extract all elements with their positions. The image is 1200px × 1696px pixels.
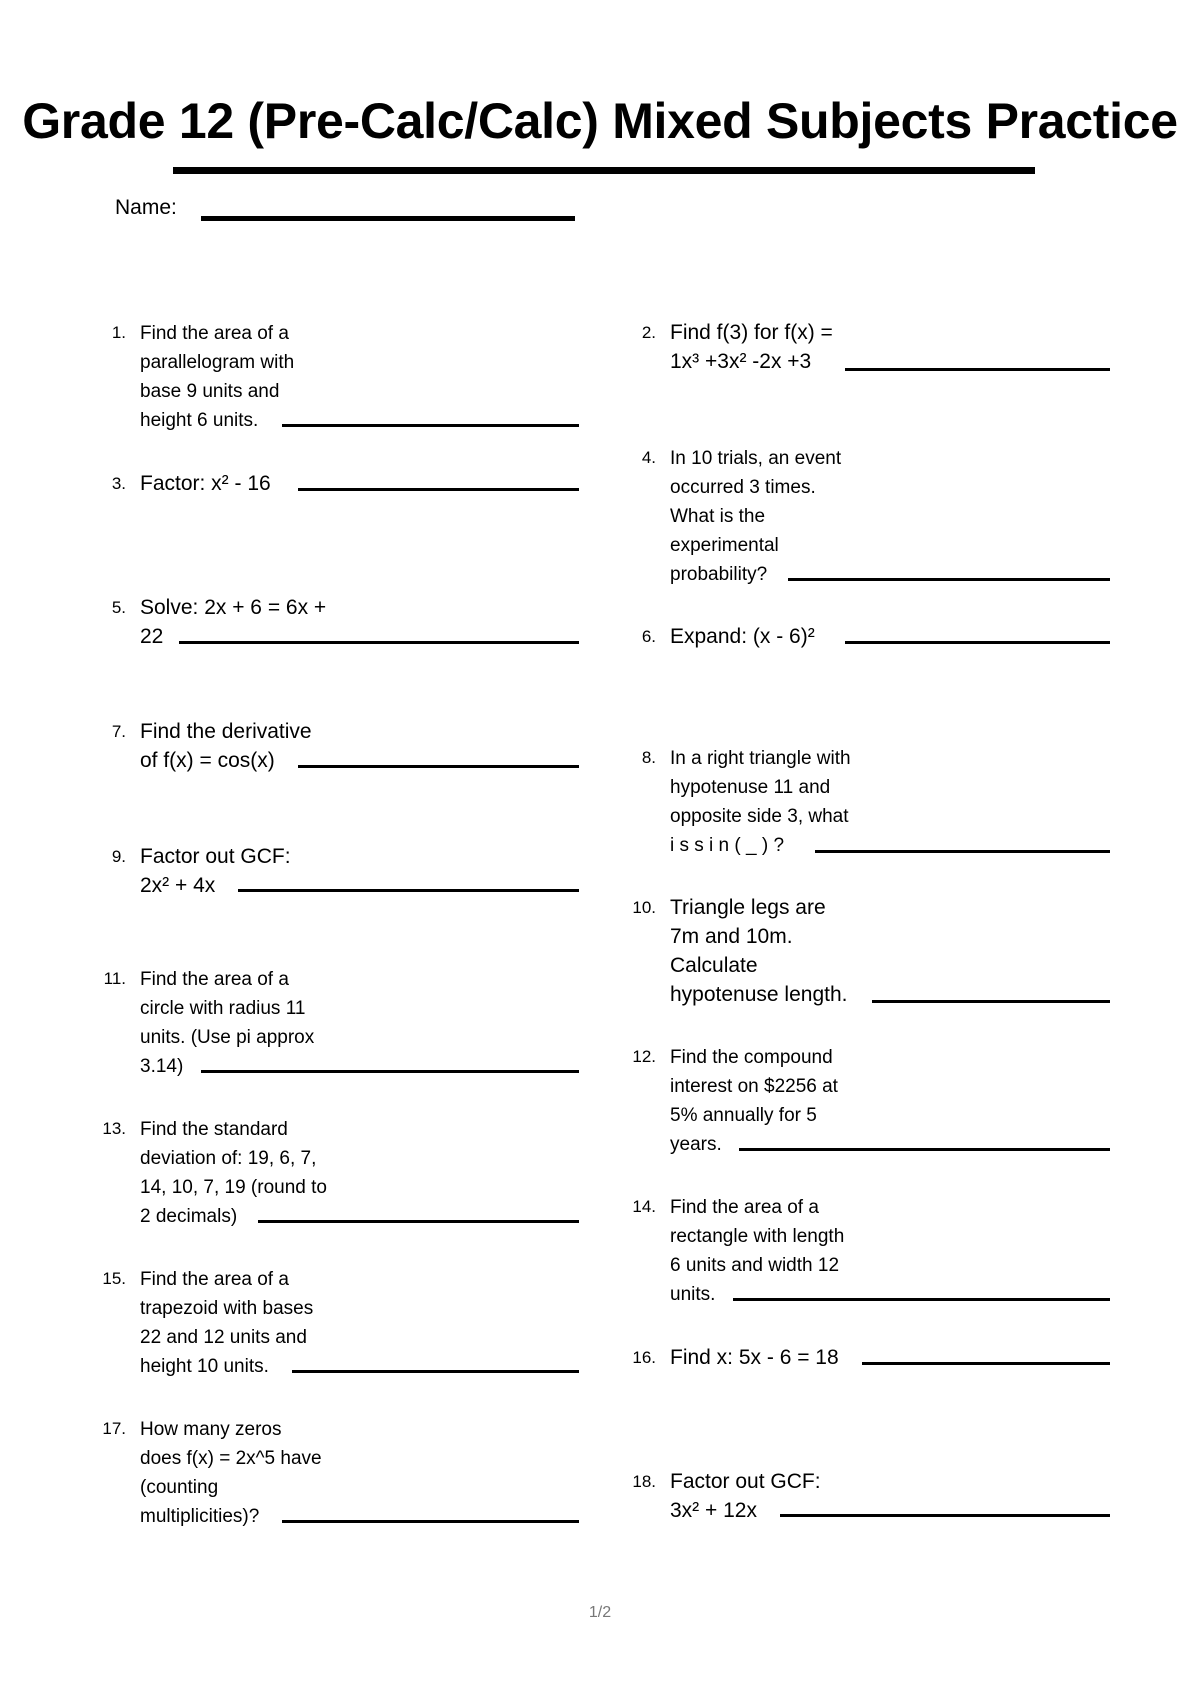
question-text: Factor out GCF: 2x² + 4x — [140, 845, 291, 897]
question-text: Factor: x² - 16 — [140, 472, 271, 495]
answer-line-8[interactable] — [815, 850, 1110, 853]
question-number: 7. — [111, 722, 126, 741]
question-text: Find the area of a circle with radius 11 units. (Use pi approx 3.14) — [140, 969, 315, 1077]
name-label: Name: — [115, 196, 177, 219]
page-number: 1/2 — [588, 1604, 612, 1621]
question-number: 14. — [632, 1197, 656, 1216]
question-text: Find f(3) for f(x) = 1x³ +3x² -2x +3 — [670, 321, 833, 373]
question-text: Find the compound interest on $2256 at 5% annually for 5 years. — [670, 1047, 838, 1155]
question-number: 11. — [103, 969, 126, 988]
question-number: 8. — [641, 748, 656, 767]
question-text: Find the standard deviation of: 19, 6, 7, 14, 10, 7, 19 (round to 2 decimals) — [140, 1119, 327, 1227]
question-number: 2. — [641, 323, 656, 342]
question-text: Triangle legs are 7m and 10m. Calculate hypotenuse length. — [670, 896, 848, 1006]
question-number: 9. — [111, 847, 126, 866]
answer-line-13[interactable] — [258, 1220, 579, 1223]
answer-line-9[interactable] — [238, 889, 579, 892]
answer-line-3[interactable] — [298, 488, 579, 491]
answer-line-15[interactable] — [292, 1370, 579, 1373]
question-text: Find x: 5x - 6 = 18 — [670, 1346, 839, 1369]
question-text: Find the area of a trapezoid with bases 22 and 12 units and height 10 units. — [140, 1269, 314, 1377]
answer-line-16[interactable] — [862, 1362, 1110, 1365]
title-underline — [173, 167, 1035, 174]
question-number: 4. — [641, 448, 656, 467]
question-text: Factor out GCF: 3x² + 12x — [670, 1470, 821, 1522]
question-number: 16. — [632, 1348, 656, 1367]
answer-line-6[interactable] — [845, 641, 1110, 644]
question-number: 3. — [111, 474, 126, 493]
question-text: Find the derivative of f(x) = cos(x) — [140, 720, 312, 772]
answer-line-2[interactable] — [845, 368, 1110, 371]
question-number: 10. — [632, 898, 656, 917]
answer-line-17[interactable] — [282, 1520, 579, 1523]
question-text: In 10 trials, an event occurred 3 times. What is the experimental probability? — [670, 448, 842, 585]
answer-line-1[interactable] — [282, 424, 579, 427]
page-title: Grade 12 (Pre-Calc/Calc) Mixed Subjects Practice — [22, 93, 1178, 149]
name-field[interactable] — [201, 216, 575, 221]
answer-line-11[interactable] — [201, 1070, 579, 1073]
answer-line-10[interactable] — [872, 1000, 1110, 1003]
question-number: 6. — [641, 627, 656, 646]
question-text: Find the area of a parallelogram with base 9 units and height 6 units. — [140, 323, 295, 431]
question-number: 12. — [632, 1047, 656, 1066]
answer-line-7[interactable] — [298, 765, 579, 768]
question-number: 17. — [102, 1419, 126, 1438]
answer-line-14[interactable] — [733, 1298, 1110, 1301]
answer-line-4[interactable] — [788, 578, 1110, 581]
question-text: In a right triangle with hypotenuse 11 and opposite side 3, what i s s i n ( _ ) ? — [670, 748, 851, 856]
answer-line-12[interactable] — [739, 1148, 1110, 1151]
question-number: 18. — [632, 1472, 656, 1491]
question-number: 1. — [111, 323, 126, 342]
question-text: How many zeros does f(x) = 2x^5 have (counting multiplicities)? — [140, 1419, 322, 1527]
question-number: 13. — [102, 1119, 126, 1138]
question-number: 15. — [102, 1269, 126, 1288]
question-number: 5. — [111, 598, 126, 617]
answer-line-18[interactable] — [780, 1514, 1110, 1517]
question-text: Find the area of a rectangle with length 6 units and width 12 units. — [670, 1197, 845, 1305]
question-text: Expand: (x - 6)² — [670, 625, 815, 648]
question-text: Solve: 2x + 6 = 6x + 22 — [140, 596, 327, 648]
answer-line-5[interactable] — [179, 641, 579, 644]
